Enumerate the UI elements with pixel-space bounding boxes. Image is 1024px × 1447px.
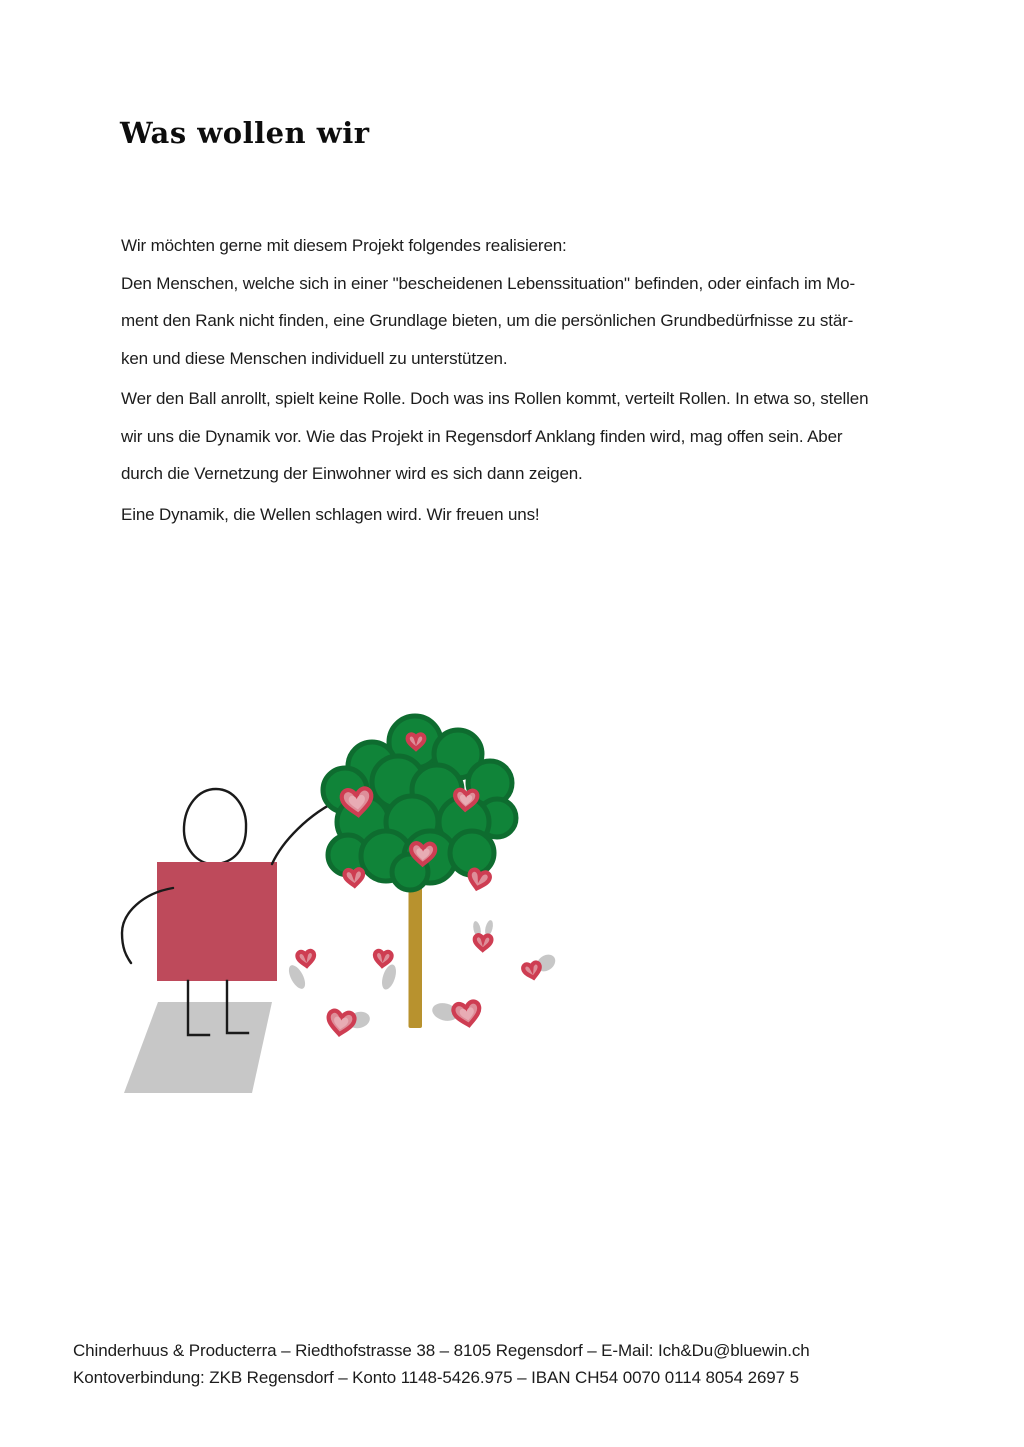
tree-heart bbox=[411, 843, 436, 865]
figure-left-leg bbox=[188, 981, 209, 1035]
falling-heart bbox=[522, 962, 541, 980]
foliage-circle bbox=[434, 730, 482, 778]
body-text-line: Den Menschen, welche sich in einer "bescheidenen Lebenssituation" befinden, oder einfach im Mo- bbox=[121, 273, 855, 293]
foliage-circle bbox=[412, 765, 462, 815]
foliage-circle bbox=[392, 854, 428, 890]
tree-hearts bbox=[341, 734, 491, 890]
heart-motion-mark bbox=[286, 963, 309, 992]
heart-tree bbox=[323, 716, 516, 1028]
foliage-circle bbox=[386, 796, 438, 848]
foliage-circle bbox=[450, 831, 494, 875]
figure-left-arm bbox=[122, 888, 173, 963]
falling-heart bbox=[452, 1001, 481, 1028]
falling-heart bbox=[326, 1010, 355, 1036]
figure-body-square bbox=[157, 862, 277, 981]
figure-shadow bbox=[124, 1002, 272, 1093]
paragraph bbox=[121, 380, 931, 493]
figure-right-leg bbox=[227, 981, 248, 1033]
heart-motion-mark bbox=[472, 920, 482, 937]
stick-figure bbox=[122, 789, 341, 1035]
foliage-circle bbox=[323, 768, 367, 812]
falling-heart bbox=[374, 951, 392, 967]
tree-trunk bbox=[409, 884, 423, 1028]
foliage-circle bbox=[328, 835, 368, 875]
paragraph bbox=[121, 227, 931, 377]
tree-heart bbox=[341, 788, 373, 817]
foliage-circle bbox=[372, 756, 424, 808]
page-footer bbox=[73, 1337, 810, 1391]
body-text-line: Wir möchten gerne mit diesem Projekt folgendes realisieren: bbox=[121, 236, 567, 255]
heart-motion-mark bbox=[346, 1009, 371, 1030]
foliage-circle bbox=[478, 799, 516, 837]
figure-right-arm bbox=[272, 799, 341, 864]
page-title: Was wollen wir bbox=[120, 116, 370, 150]
heart-motion-mark bbox=[484, 919, 495, 936]
heart-motion-mark bbox=[430, 1000, 460, 1023]
foliage-circle bbox=[361, 831, 411, 881]
tree-heart bbox=[408, 734, 425, 749]
body-text-line: Wer den Ball anrollt, spielt keine Rolle. Doch was ins Rollen kommt, verteilt Rollen. In etwa so, stellen bbox=[121, 389, 869, 408]
heart-motion-mark bbox=[379, 963, 398, 991]
body-text-line: ment den Rank nicht finden, eine Grundlage bieten, um die persönlichen Grundbedürfnisse zu stär- bbox=[121, 311, 854, 330]
paragraph bbox=[121, 496, 931, 534]
tree-heart bbox=[454, 789, 478, 810]
tree-heart bbox=[467, 869, 491, 891]
tree-heart bbox=[344, 869, 364, 886]
footer-line: Kontoverbindung: ZKB Regensdorf – Konto 1148-5426.975 – IBAN CH54 0070 0114 8054 2697 5 bbox=[73, 1368, 799, 1387]
body-text-line: wir uns die Dynamik vor. Wie das Projekt in Regensdorf Anklang finden wird, mag offen sein. Aber bbox=[121, 426, 843, 446]
heart-motion-mark bbox=[534, 951, 559, 975]
falling-heart bbox=[474, 935, 491, 950]
body-text bbox=[121, 227, 931, 536]
falling-heart bbox=[297, 951, 315, 967]
foliage-circle bbox=[439, 797, 489, 847]
foliage-circle bbox=[404, 831, 456, 883]
tree-foliage bbox=[323, 716, 516, 890]
figure-head bbox=[184, 789, 246, 864]
foliage-circle bbox=[348, 742, 396, 790]
footer-line: Chinderhuus & Producterra – Riedthofstrasse 38 – 8105 Regensdorf – E-Mail: Ich&Du@bluewin.ch bbox=[73, 1341, 810, 1360]
falling-hearts bbox=[286, 919, 559, 1036]
foliage-circle bbox=[337, 796, 389, 848]
foliage-circle bbox=[468, 761, 512, 805]
body-text-line: ken und diese Menschen individuell zu unterstützen. bbox=[121, 348, 508, 368]
body-text-line: Eine Dynamik, die Wellen schlagen wird. Wir freuen uns! bbox=[121, 504, 540, 524]
foliage-circle bbox=[389, 716, 441, 768]
body-text-line: durch die Vernetzung der Einwohner wird es sich dann zeigen. bbox=[121, 464, 583, 483]
